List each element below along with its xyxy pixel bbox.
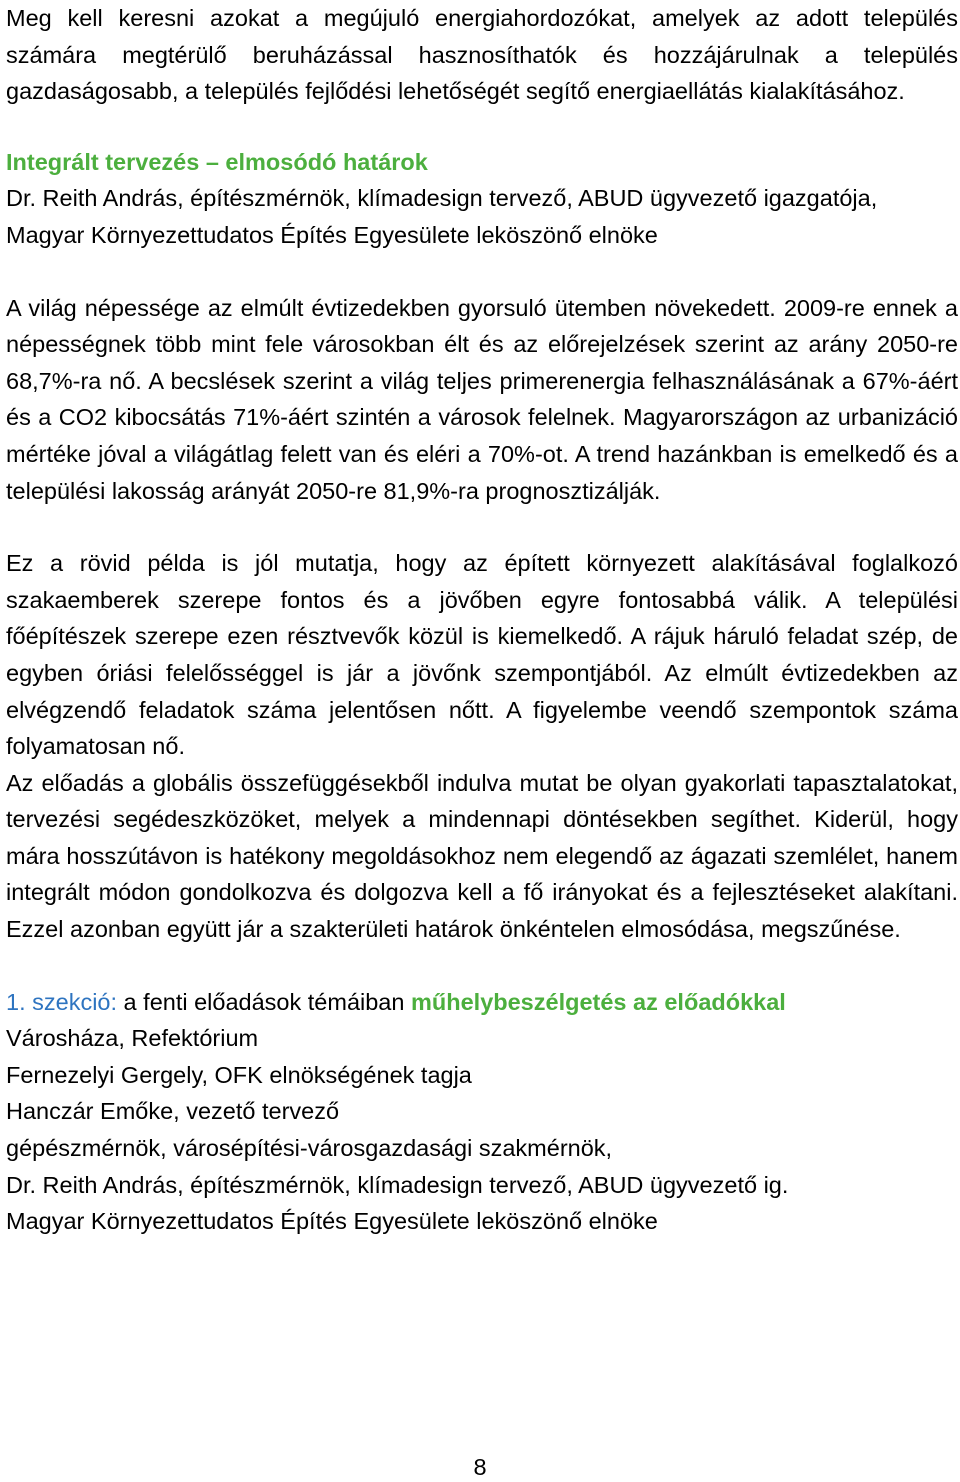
venue-line: Városháza, Refektórium (6, 1025, 259, 1052)
speaker-line: Magyar Környezettudatos Építés Egyesülete leköszönő elnöke (6, 1208, 658, 1235)
lecture-paragraph: Az előadás a globális összefüggésekből indulva mutat be olyan gyakorlati tapasztalatokat, tervezési segédeszközöket, melyek a mindennapi döntésekben segíthet. Kiderül, hogy mára hosszútávon is hatékony megoldásokhoz nem elegendő az ágazati szemlélet, hanem integrált módon gondolkozva és dolgozva kell a fő irányokat és a fejlesztéseket alakítani. Ezzel azonban együtt jár a szakterületi határok önkéntelen elmosódása, megszűnése. (6, 769, 958, 943)
speaker-byline: Dr. Reith András, építészmérnök, klímadesign tervező, ABUD ügyvezető igazgatója, Magyar Környezettudatos Építés Egyesülete leköszönő elnöke (6, 185, 878, 248)
workshop-section-title (6, 984, 958, 1021)
example-paragraph: Ez a rövid példa is jól mutatja, hogy az épített környezett alakításával foglalkozó szakaemberek szerepe fontos és a jövőben egyre fontosabbá válik. A települési főépítészek szerepe ezen résztvevők közül is kiemelkedő. A rájuk háruló feladat szép, de egyben óriási felelősséggel is jár a jövőnk szempontjából. Az elmúlt évtizedekben az elvégzendő feladatok száma jelentősen nőtt. A figyelembe veendő szempontok száma folyamatosan nő. (6, 550, 958, 760)
speaker-line: Hanczár Emőke, vezető tervező (6, 1098, 340, 1125)
intro-paragraph: Meg kell keresni azokat a megújuló energiahordozókat, amelyek az adott település számára megtérülő beruházással hasznosíthatók és hozzájárulnak a település gazdaságosabb, a település fejlődési lehetőségét segítő energiaellátás kialakításához. (6, 5, 958, 105)
section-highlight: műhelybeszélgetés az előadókkal (410, 988, 786, 1015)
document-page (6, 0, 958, 1240)
section-number: 1. szekció (6, 988, 111, 1015)
population-paragraph: A világ népessége az elmúlt évtizedekben gyorsuló ütemben növekedett. 2009-re ennek a népességnek több mint fele városokban élt és az előrejelzések szerint az arány 2050-re 68,7%-ra nő. A becslések szerint a világ teljes primerenergia felhasználásának a 67%-áért és a CO2 kibocsátás 71%-áért szintén a városok felelnek. Magyarországon az urbanizáció mértéke jóval a világátlag felett van és eléri a 70%-ot. A trend hazánkban is emelkedő és a települési lakosság arányát 2050-re 81,9%-ra prognosztizálják. (6, 294, 958, 504)
section-heading: Integrált tervezés – elmosódó határok (6, 148, 428, 175)
speaker-line: Dr. Reith András, építészmérnök, klímadesign tervező, ABUD ügyvezető ig. (6, 1171, 789, 1198)
section-text: a fenti előadások témáiban (117, 988, 411, 1015)
speaker-line: Fernezelyi Gergely, OFK elnökségének tagja (6, 1061, 472, 1088)
page-number: 8 (473, 1454, 487, 1480)
speaker-line: gépészmérnök, városépítési-városgazdasági szakmérnök, (6, 1135, 613, 1162)
section-separator: : (110, 988, 118, 1015)
